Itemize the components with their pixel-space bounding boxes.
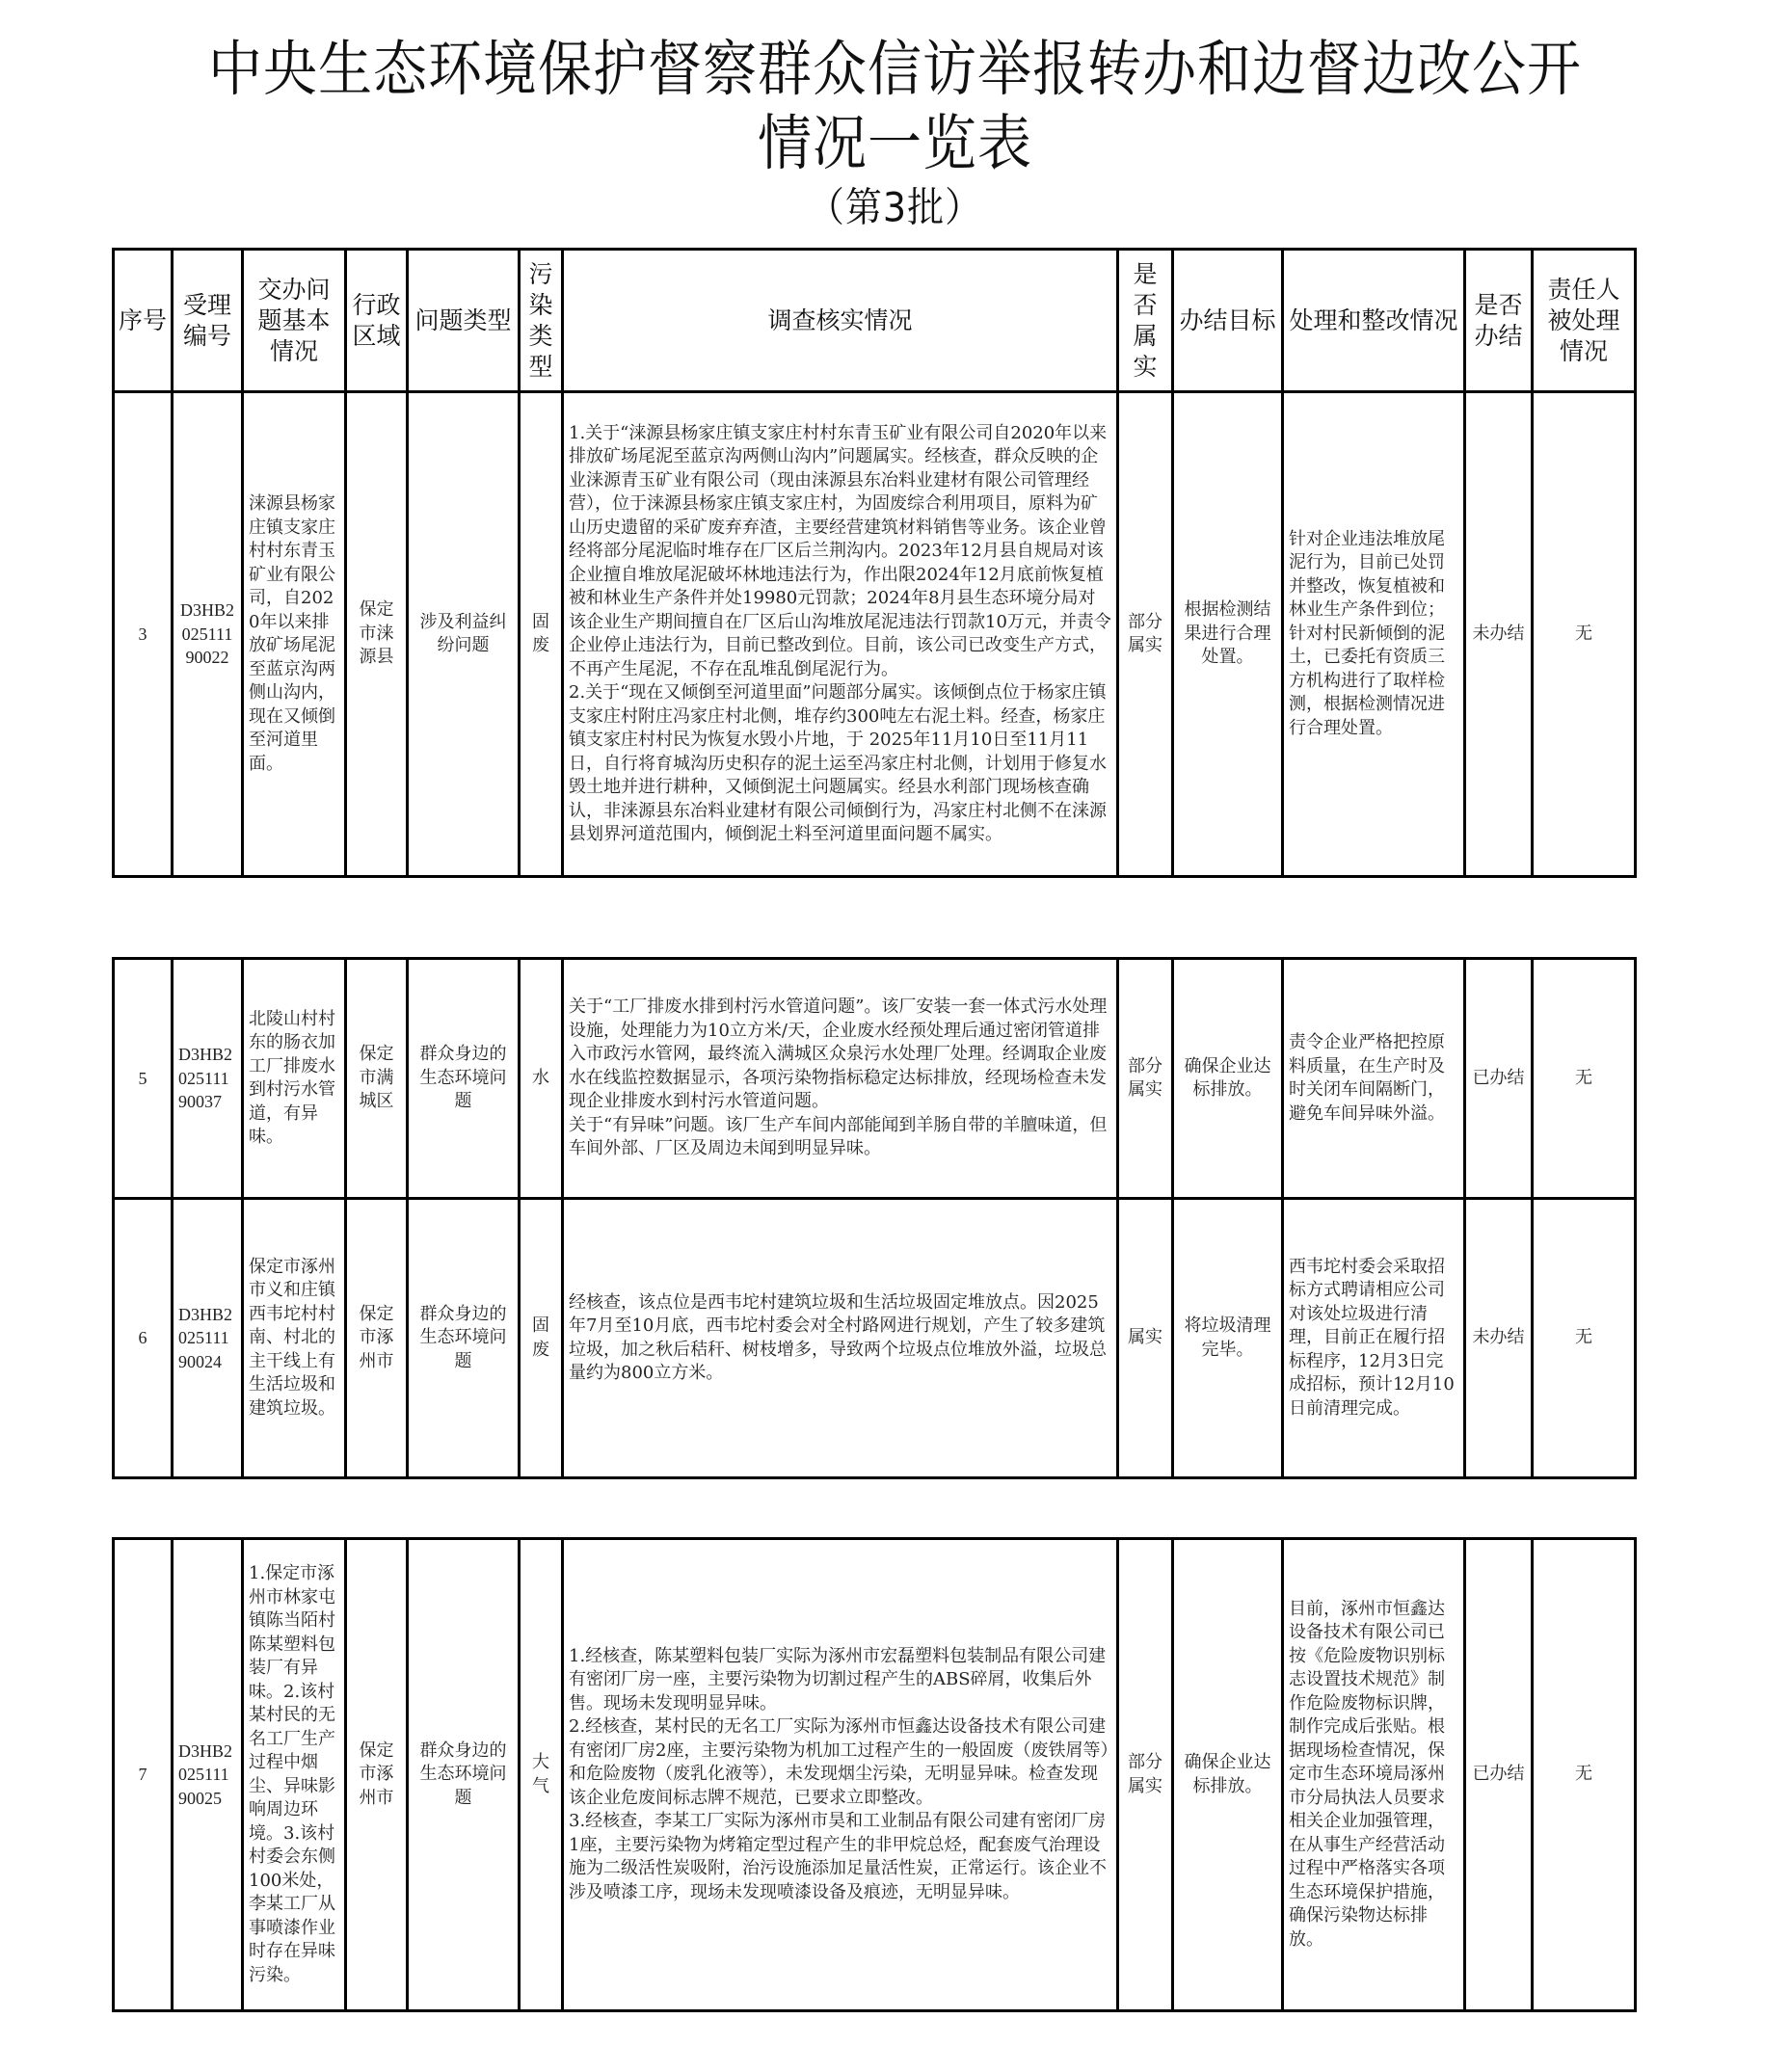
- cell-seq: 6: [114, 1199, 173, 1478]
- report-table-segment-3: [112, 1537, 1637, 2012]
- cell-seq: 5: [114, 959, 173, 1199]
- cell-is-true: 部分属实: [1118, 392, 1173, 877]
- cell-seq: 7: [114, 1539, 173, 2011]
- cell-is-true: 部分属实: [1118, 1539, 1173, 2011]
- header-admin-region: 行政区域: [346, 250, 408, 392]
- document-title: 中央生态环境保护督察群众信访举报转办和边督边改公开: [208, 35, 1582, 105]
- cell-investigation: [563, 959, 1118, 1199]
- header-handling: 处理和整改情况: [1283, 250, 1465, 392]
- cell-pollution-type: 水: [520, 959, 563, 1199]
- table-row: [114, 392, 1636, 877]
- cell-admin-region: 保定市涿州市: [346, 1199, 408, 1478]
- cell-is-closed: 已办结: [1465, 1539, 1533, 2011]
- cell-handling: 针对企业违法堆放尾泥行为，目前已处罚并整改，恢复植被和林业生产条件到位；针对村民新倾倒的泥土，已委托有资质三方机构进行了取样检测，根据检测情况进行合理处置。: [1283, 392, 1465, 877]
- header-is-closed: 是否办结: [1465, 250, 1533, 392]
- investigation-paragraph: 经核查，该点位是西韦坨村建筑垃圾和生活垃圾固定堆放点。因2025年7月至10月底，西韦坨村委会对全村路网进行规划，产生了较多建筑垃圾，加之秋后秸秆、树枝增多，导致两个垃圾点位堆放外溢，垃圾总量约为800立方米。: [569, 1291, 1107, 1383]
- cell-acceptance-no: D3HB202511190037: [173, 959, 243, 1199]
- cell-is-true: 属实: [1118, 1199, 1173, 1478]
- cell-is-true: 部分属实: [1118, 959, 1173, 1199]
- cell-issue-type: 群众身边的生态环境问题: [408, 959, 520, 1199]
- cell-issue-type: 群众身边的生态环境问题: [408, 1199, 520, 1478]
- cell-goal: 将垃圾清理完毕。: [1173, 1199, 1283, 1478]
- header-investigation: 调查核实情况: [563, 250, 1118, 392]
- table-row: [114, 959, 1636, 1199]
- cell-issue-basic: 保定市涿州市义和庄镇西韦坨村村南、村北的主干线上有生活垃圾和建筑垃圾。: [243, 1199, 346, 1478]
- cell-is-closed: 未办结: [1465, 392, 1533, 877]
- cell-admin-region: 保定市满城区: [346, 959, 408, 1199]
- investigation-paragraph: 2.经核查，某村民的无名工厂实际为涿州市恒鑫达设备技术有限公司建有密闭厂房2座，主要污染物为机加工过程产生的一般固废（废铁屑等）和危险废物（废乳化液等），未发现烟尘污染，无明显异味。检查发现该企业危废间标志牌不规范，已要求立即整改。: [569, 1716, 1109, 1808]
- investigation-paragraph: 关于“有异味”问题。该厂生产车间内部能闻到羊肠自带的羊膻味道，但车间外部、厂区及周边未闻到明显异味。: [569, 1114, 1108, 1159]
- cell-acceptance-no: D3HB202511190025: [173, 1539, 243, 2011]
- cell-is-closed: 已办结: [1465, 959, 1533, 1199]
- table-row: [114, 1199, 1636, 1478]
- cell-handling: 西韦坨村委会采取招标方式聘请相应公司对该处垃圾进行清理，目前正在履行招标程序，12月3日完成招标，预计12月10日前清理完成。: [1283, 1199, 1465, 1478]
- cell-issue-type: 群众身边的生态环境问题: [408, 1539, 520, 2011]
- cell-issue-basic: 北陵山村村东的肠衣加工厂排废水到村污水管道，有异味。: [243, 959, 346, 1199]
- cell-investigation: [563, 392, 1118, 877]
- cell-is-closed: 未办结: [1465, 1199, 1533, 1478]
- header-accountability: 责任人被处理情况: [1533, 250, 1636, 392]
- cell-goal: 确保企业达标排放。: [1173, 1539, 1283, 2011]
- cell-handling: 责令企业严格把控原料质量，在生产时及时关闭车间隔断门，避免车间异味外溢。: [1283, 959, 1465, 1199]
- document-title-line2: 情况一览表: [758, 109, 1032, 179]
- cell-investigation: [563, 1539, 1118, 2011]
- investigation-paragraph: 1.关于“涞源县杨家庄镇支家庄村村东青玉矿业有限公司自2020年以来排放矿场尾泥至蓝京沟两侧山沟内”问题属实。经核查，群众反映的企业涞源青玉矿业有限公司（现由涞源县东冶料业建材有限公司管理经营），位于涞源县杨家庄镇支家庄村，为固废综合利用项目，原料为矿山历史遗留的采矿废弃弃渣，主要经营建筑材料销售等业务。该企业曾经将部分尾泥临时堆存在厂区后兰荆沟内。2023年12月县自规局对该企业擅自堆放尾泥破坏林地违法行为，作出限2024年12月底前恢复植被和林业生产条件并处19980元罚款；2024年8月县生态环境分局对该企业生产期间擅自在厂区后山沟堆放尾泥违法行罚款10万元，并责令企业停止违法行为，目前已整改到位。目前，该公司已改变生产方式，不再产生尾泥，不存在乱堆乱倒尾泥行为。: [569, 422, 1111, 679]
- cell-accountability: 无: [1533, 392, 1636, 877]
- cell-issue-type: 涉及利益纠纷问题: [408, 392, 520, 877]
- report-table-segment-2: [112, 957, 1637, 1479]
- cell-issue-basic: 涞源县杨家庄镇支家庄村村东青玉矿业有限公司，自2020年以来排放矿场尾泥至蓝京沟两侧山沟内，现在又倾倒至河道里面。: [243, 392, 346, 877]
- batch-label: （第3批）: [807, 183, 983, 231]
- cell-issue-basic: 1.保定市涿州市林家屯镇陈当陌村陈某塑料包装厂有异味。2.该村某村民的无名工厂生产过程中烟尘、异味影响周边环境。3.该村村委会东侧100米处，李某工厂从事喷漆作业时存在异味污染。: [243, 1539, 346, 2011]
- cell-accountability: 无: [1533, 959, 1636, 1199]
- investigation-paragraph: 3.经核查，李某工厂实际为涿州市昊和工业制品有限公司建有密闭厂房1座，主要污染物为烤箱定型过程产生的非甲烷总烃，配套废气治理设施为二级活性炭吸附，治污设施添加足量活性炭，正常运行。该企业不涉及喷漆工序，现场未发现喷漆设备及痕迹，无明显异味。: [569, 1811, 1107, 1902]
- cell-acceptance-no: D3HB202511190022: [173, 392, 243, 877]
- cell-acceptance-no: D3HB202511190024: [173, 1199, 243, 1478]
- cell-pollution-type: 固废: [520, 1199, 563, 1478]
- cell-handling: 目前，涿州市恒鑫达设备技术有限公司已按《危险废物识别标志设置技术规范》制作危险废物标识牌，制作完成后张贴。根据现场检查情况，保定市生态环境局涿州市分局执法人员要求相关企业加强管理，在从事生产经营活动过程中严格落实各项生态环境保护措施，确保污染物达标排放。: [1283, 1539, 1465, 2011]
- header-seq: 序号: [114, 250, 173, 392]
- cell-admin-region: 保定市涞源县: [346, 392, 408, 877]
- table-header-row: [114, 250, 1636, 392]
- report-table-segment-1: [112, 248, 1637, 878]
- header-is-true: 是否属实: [1118, 250, 1173, 392]
- investigation-paragraph: 关于“工厂排废水排到村污水管道问题”。该厂安装一套一体式污水处理设施，处理能力为10立方米/天，企业废水经预处理后通过密闭管道排入市政污水管网，最终流入满城区众泉污水处理厂处理。经调取企业废水在线监控数据显示，各项污染物指标稳定达标排放，经现场检查未发现企业排废水到村污水管道问题。: [569, 996, 1108, 1112]
- table-row: [114, 1539, 1636, 2011]
- cell-goal: 根据检测结果进行合理处置。: [1173, 392, 1283, 877]
- header-issue-basic: 交办问题基本情况: [243, 250, 346, 392]
- header-acceptance-no: 受理编号: [173, 250, 243, 392]
- investigation-paragraph: 2.关于“现在又倾倒至河道里面”问题部分属实。该倾倒点位于杨家庄镇支家庄村附庄冯家庄村北侧，堆存约300吨左右泥土料。经查，杨家庄镇支家庄村村民为恢复水毁小片地，于 2025年11月10日至11月11日，自行将育城沟历史积存的泥土运至冯家庄村北侧，计划用于修复水毁土地并进行耕种，又倾倒泥土问题属实。经县水利部门现场核查确认，非涞源县东冶料业建材有限公司倾倒行为，冯家庄村北侧不在涞源县划界河道范围内，倾倒泥土料至河道里面问题不属实。: [569, 682, 1107, 844]
- investigation-paragraph: 1.经核查，陈某塑料包装厂实际为涿州市宏磊塑料包装制品有限公司建有密闭厂房一座，主要污染物为切割过程产生的ABS碎屑，收集后外售。现场未发现明显异味。: [569, 1645, 1107, 1713]
- cell-pollution-type: 固废: [520, 392, 563, 877]
- header-issue-type: 问题类型: [408, 250, 520, 392]
- header-pollution-type: 污染类型: [520, 250, 563, 392]
- cell-investigation: [563, 1199, 1118, 1478]
- cell-seq: 3: [114, 392, 173, 877]
- cell-admin-region: 保定市涿州市: [346, 1539, 408, 2011]
- header-goal: 办结目标: [1173, 250, 1283, 392]
- cell-goal: 确保企业达标排放。: [1173, 959, 1283, 1199]
- cell-accountability: 无: [1533, 1539, 1636, 2011]
- cell-accountability: 无: [1533, 1199, 1636, 1478]
- cell-pollution-type: 大气: [520, 1539, 563, 2011]
